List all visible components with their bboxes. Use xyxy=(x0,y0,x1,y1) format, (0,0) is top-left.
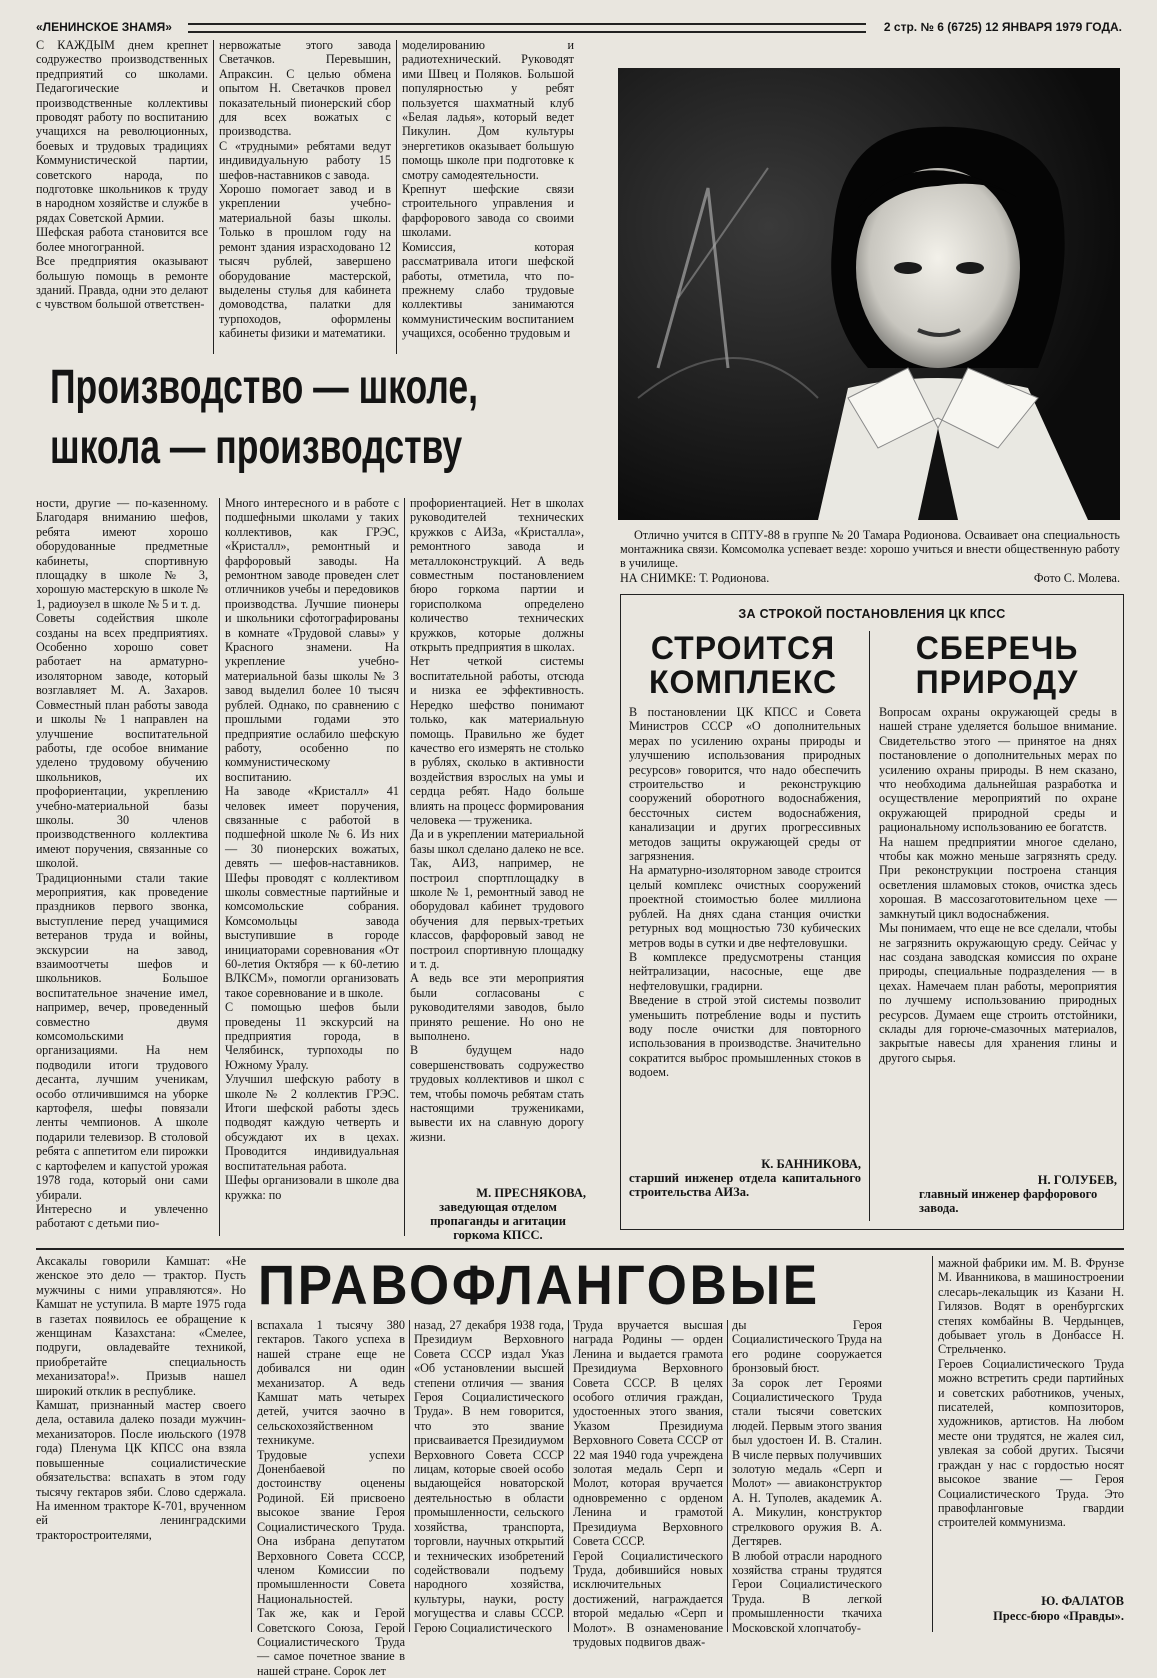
article2-col-1-text: Аксакалы говорили Камшат: «Не женское это дело — трактор. Пусть мужчины с ними управляются». Но Камшат не уступила. В марте 1975 года в газетах появилось ее обращение к женщинам Казахстана: «Смелее, подруги, овладевайте техникой, приобретайте специальность механизатора!». Призыв нашел широкий отклик в республике. Камшат, признанный мастер своего дела, оставила далеко позади мужчин-механизаторов. После июльского (1978 года) Пленума ЦК КПСС она взяла повышенные социалистические обязательства: вспахать в этом году тысячу гектаров зяби. Слово сдержала. На именном тракторе К-701, врученном ей ленинградскими тракторостроителями, xyxy=(36,1254,246,1542)
box-right-headline-line-2: ПРИРОДУ xyxy=(915,664,1079,700)
box-right-text xyxy=(879,705,1117,1171)
portrait-photo xyxy=(618,68,1120,520)
column-rule xyxy=(404,498,405,1236)
article1-top-col-2 xyxy=(219,38,391,356)
article2-col-2-text: вспахала 1 тысячу 380 гектаров. Такого успеха в нашей стране еще не добивался ни один механизатор. А ведь Камшат мать четырех детей, учится заочно в сельскохозяйственном техникуме. Трудовые успехи Доненбаевой по достоинству оценены Родиной. Ей присвоено высокое звание Героя Социалистического Труда. Она избрана депутатом Верховного Совета СССР, членом Комиссии по промышленности Совета Национальностей. Так же, как и Герой Советского Союза, Герой Социалистического Труда — самое почетное звание в нашей стране. Сорок лет xyxy=(257,1318,405,1678)
box-left-author-name: К. БАННИКОВА, xyxy=(761,1157,861,1171)
article2-col-1 xyxy=(36,1254,246,1634)
article2-col-4-text: Труда вручается высшая награда Родины — орден Ленина и выдается грамота Президиума Верховного Совета СССР. В целях особого отличия граждан, удостоенных этого звания, Указом Президиума Верховного Совета СССР от 22 мая 1940 года учреждена золотая медаль Серп и Молот, которая вручается одновременно с орденом Ленина и грамотой Президиума Верховного Совета СССР. Герой Социалистического Труда, добившийся новых исключительных достижений, награждается второй медалью «Серп и Молот». В ознаменование трудовых подвигов дваж- xyxy=(573,1318,723,1649)
article1-author xyxy=(410,1186,586,1242)
article2-col-4 xyxy=(573,1318,723,1649)
article1-bottom-col-2-text: Много интересного и в работе с подшефными школами у таких коллективов, как ГРЭС, «Кристалл», ремонтный и фарфоровый заводы. На ремонтном заводе проведен слет отличников учебы и передовиков производства. Лучшие пионеры и школьники сфотографированы в комнате «Трудовой славы» у Красного знамени. На укрепление учебно-материальной базы школы № 3 завод выделил более 10 тысяч рублей. Однако, по сравнению с прошлыми годами это предприятие ослабило шефскую работу, особенно по коммунистическому воспитанию. На заводе «Кристалл» 41 человек имеет поручения, связанные с работой в подшефной школе № 6. Из них — 30 пионерских вожатых, девять — шефов-наставников. Шефы проводят с коллективом школы совместные партийные и комсомольские собрания. Комсомольцы завода выступившие в городе инициаторами соревнования «От 60-летия Октября — к 60-летию ВЛКСМ», помогли организовать такое соревнование и в школе. С помощью шефов были проведены 11 экскурсий на предприятия города, в Челябинск, турпоходы по Южному Уралу. Улучшил шефскую работу в школе № 2 коллектив ГРЭС. Итоги шефской работы здесь подводят каждую четверть и обсуждают их в цехах. Проводится индивидуальная воспитательная работа. Шефы организовали в школе два кружка: по xyxy=(225,496,399,1202)
box-left-text xyxy=(629,705,861,1159)
article2-col-6 xyxy=(938,1256,1124,1592)
article1-headline xyxy=(40,360,580,490)
article2-col-3-text: назад, 27 декабря 1938 года, Президиум Верховного Совета СССР издал Указ «Об установлении высшей степени отличия — звания Героя Социалистического Труда». В нем говорится, что это звание присваивается Президиумом Верховного Совета СССР лицам, которые своей особо выдающейся новаторской деятельностью в области промышленности, сельского хозяйства, транспорта, торговли, научных открытий и технических изобретений содействовали подъему народного хозяйства, культуры, науки, росту могущества и славы СССР. Герою Социалистического xyxy=(414,1318,564,1635)
box-right-text-body: Вопросам охраны окружающей среды в нашей стране уделяется большое внимание. Свидетельство этого — принятое на днях постановление о дополнительных мерах по усилению охраны природы. В нем сказано, что необходима дальнейшая разработка и осуществление мероприятий по охране окружающей природной среды и рациональному использованию ее богатств. На нашем предприятии многое сделано, чтобы как можно меньше загрязнять среду. При реконструкции построена станция осветления шламовых стоков, очистка здесь хорошая. В массозаготовительном цехе — замкнутый цикл водоснабжения. Мы понимаем, что еще не все сделали, чтобы не загрязнить окружающую среду. Сейчас у нас создана заводская комиссия по охране природы, специальные подразделения — в цехах. Намечаем план работы, мероприятия по лучшему использованию природных ресурсов. Думаем еще строить отстойники, склады для горюче-смазочных материалов, закрытые навесы для хранения глины и другого сырья. xyxy=(879,705,1117,1065)
column-rule xyxy=(251,1320,252,1632)
article1-author-title: заведующая отделом пропаганды и агитации горкома КПСС. xyxy=(430,1200,566,1242)
box-divider xyxy=(869,631,870,1221)
column-rule xyxy=(409,1320,410,1632)
article2-headline xyxy=(258,1252,928,1316)
article1-top-col-2-text: нервожатые этого завода Светачков. Перевышин, Апраксин. С целью обмена опытом Н. Светачков провел показательный пионерский сбор для всех вожатых с производства. С «трудными» ребятами ведут индивидуальную работу 15 шефов-наставников с завода. Хорошо помогает завод и в укреплении учебно-материальной базы школы. Только в прошлом году на ремонт здания израсходовано 12 тысяч рублей, завершено оборудование мастерской, выделены стулья для кабинета домоводства, палатки для турпоходов, оформлены кабинеты физики и математики. xyxy=(219,38,391,341)
environment-box xyxy=(620,594,1124,1230)
article1-top-col-3 xyxy=(402,38,574,356)
box-right-author-name: Н. ГОЛУБЕВ, xyxy=(1037,1173,1117,1187)
article2-col-2 xyxy=(257,1318,405,1678)
article1-bottom-col-2 xyxy=(225,496,399,1240)
masthead xyxy=(36,18,1122,40)
article2-headline-text: ПРАВОФЛАНГОВЫЕ xyxy=(258,1253,820,1316)
box-right-author-title: главный инженер фарфорового завода. xyxy=(919,1187,1098,1215)
portrait-illustration xyxy=(618,68,1120,520)
box-left-text-body: В постановлении ЦК КПСС и Совета Министров СССР «О дополнительных мерах по усилению охраны природы и улучшению использования природных ресурсов» говорится, что надо обеспечить строительство и реконструкцию сооружений оборотного водоснабжения, бессточных систем водоснабжения, канализации и других прогрессивных методов защиты окружающей среды от загрязнения. На арматурно-изоляторном заводе строится целый комплекс очистных сооружений проектной стоимостью более миллиона рублей. На днях сдана станция очистки ретурных вод мощностью 730 кубических метров воды в сутки и две нефтеловушки. В комплексе предусмотрены станция нейтрализации, насосные, еще две нефтеловушки, градирни. Введение в строй этой системы позволит уменьшить потребление воды и пустить воду после очистки для повторного использования в производстве. Значительно сократится выброс промышленных стоков в водоем. xyxy=(629,705,861,1080)
column-rule xyxy=(396,40,397,354)
article2-col-5-text: ды Героя Социалистического Труда на его родине сооружается бронзовый бюст. За сорок лет Героями Социалистического Труда стали тысячи советских людей. Первым этого звания был удостоен И. В. Сталин. В числе первых получивших золотую медаль «Серп и Молот» — авиаконструктор А. Н. Туполев, академик А. А. Микулин, конструктор стрелкового оружия В. А. Дегтярев. В любой отрасли народного хозяйства страны трудятся Герои Социалистического Труда. В легкой промышленности ткачиха Московской хлопчатобу- xyxy=(732,1318,882,1635)
article2-col-6-text: мажной фабрики им. М. В. Фрунзе М. Иванникова, в машиностроении слесарь-лекальщик из Казани Н. Гилязов. Водят в оренбургских степях комбайны В. Чердынцев, добывает уголь в Донбассе Н. Стрельченко. Героев Социалистического Труда можно встретить среди партийных и советских работников, ученых, писателей, композиторов, художников, артистов. На любом месте они трудятся, не жалея сил, увлекая за собой других. Тысячи граждан у нас с гордостью носят высокое звание — Героя Социалистического Труда. Это правофланговые гвардии строителей коммунизма. xyxy=(938,1256,1124,1530)
photo-credit: Фото С. Молева. xyxy=(1033,570,1120,585)
box-right-author xyxy=(879,1173,1117,1215)
environment-box-kicker: ЗА СТРОКОЙ ПОСТАНОВЛЕНИЯ ЦК КПСС xyxy=(738,607,1006,621)
masthead-issue: 2 стр. № 6 (6725) 12 ЯНВАРЯ 1979 ГОДА. xyxy=(883,20,1122,34)
article1-bottom-col-3-text: профориентацией. Нет в школах руководителей технических кружков с АИЗа, «Кристалла», ремонтного завода и металлоконструкций. А ведь совместным постановлением бюро горкома партии и горисполкома определено количество технических кружков, которые должны открыть предприятия в школах. Нет четкой системы воспитательной работы, отсюда и низка ее эффективность. Нередко шефство понимают только, как материальную помощь. Правильно же будет качество его измерять не столько в рублях, сколько в активности воздействия взрослых на умы и сердца ребят. Надо больше влиять на процесс формирования человека — труженика. Да и в укреплении материальной базы школ сделано далеко не все. Так, АИЗ, например, не построил спортплощадку в школе № 1, ремонтный завод не оборудовал кабинет трудового обучения для первых-третьих классов, фарфоровый завод не построил спортивную площадку и т. д. А ведь все эти мероприятия были согласованы с руководителями заводов, было принято решение. Но оно не выполнено. В будущем надо совершенствовать содружество трудовых коллективов и школ с тем, чтобы помочь ребятам стать настоящими тружениками, вывести их на славную дорогу жизни. xyxy=(410,496,584,1144)
masthead-paper-name: «ЛЕНИНСКОЕ ЗНАМЯ» xyxy=(36,20,172,34)
column-rule xyxy=(932,1256,933,1632)
article1-bottom-col-1 xyxy=(36,496,208,1240)
article1-top-col-3-text: моделированию и радиотехнический. Руководят ими Швец и Поляков. Большой популярностью у ребят пользуется шахматный клуб «Белая ладья», который ведет Пикулин. Дом культуры энергетиков оказывает большую помощь школе при подготовке к смотру самодеятельности. Крепнут шефские связи строительного управления и фарфорового завода со своими школами. Комиссия, которая рассматривала итоги шефской работы, отметила, что по-прежнему слабо трудовые коллективы занимаются коммунистическим воспитанием учащихся, особенно трудовым и xyxy=(402,38,574,341)
article1-author-name: М. ПРЕСНЯКОВА, xyxy=(476,1186,586,1200)
article1-top-col-1 xyxy=(36,38,208,356)
article2-author xyxy=(938,1594,1124,1624)
box-left-headline-line-2: КОМПЛЕКС xyxy=(648,664,838,700)
photo-on-photo-label: НА СНИМКЕ: Т. Родионова. xyxy=(620,570,770,585)
photo-caption-footer xyxy=(620,571,1120,585)
article2-col-3 xyxy=(414,1318,564,1636)
column-rule xyxy=(219,498,220,1236)
article1-top-col-1-text: С КАЖДЫМ днем крепнет содружество производственных предприятий со школами. Педагогические и производственные коллективы проводят работу по воспитанию учащихся на революционных, боевых и трудовых традициях Коммунистической партии, советского народа, по подготовке школьников к труду в народном хозяйстве и службе в рядах Советской Армии. Шефская работа становится все более многогранной. Все предприятия оказывают большую помощь в ремонте зданий. Правда, одни это делают с чувством большой ответствен- xyxy=(36,38,208,312)
article2-author-name: Ю. ФАЛАТОВ xyxy=(1041,1594,1124,1608)
article1-headline-line-1: Производство — школе, xyxy=(50,361,479,414)
article2-author-org: Пресс-бюро «Правды». xyxy=(993,1609,1124,1623)
column-rule xyxy=(727,1320,728,1632)
box-left-author xyxy=(629,1157,861,1199)
article1-bottom-col-1-text: ности, другие — по-казенному. Благодаря вниманию шефов, ребята имеют хорошо оборудованные предметные кабинеты, спортивную площадку в школе № 3, хорошую мастерскую в школе № 1, радиоузел в школе № 5 и т. д. Советы содействия школе созданы на всех предприятиях. Особенно хорошо совет работает на арматурно-изоляторном заводе, который возглавляет М. А. Захаров. Совместный план работы завода и школы № 1 направлен на улучшение воспитательной работы, где особое внимание уделено трудовому обучению школьников, их профориентации, укреплению учебно-материальной базы школы. 30 членов производственного коллектива имеют поручения, связанные со школой. Традиционными стали такие мероприятия, как проведение праздников первого звонка, выступление перед учащимися ветеранов труда и войны, экскурсии на завод, взаимоотчеты шефов и школьников. Большое воспитательное значение имел, например, вечер, проведенный совместно двумя комсомольскими организациями. На нем подводили итоги трудового десанта, лучшим ученикам, особо отличившимся на уборке картофеля, шефы повязали ленты чемпионов. А школе подарили телевизор. В столовой ребята с аппетитом ели пирожки с картофелем и капустой урожая 1978 года, который они сами убирали. Интересно и увлеченно работают с детьми пио- xyxy=(36,496,208,1231)
article2-col-5 xyxy=(732,1318,882,1636)
article1-headline-line-2: школа — производству xyxy=(50,421,463,474)
box-left-headline-line-1: СТРОИТСЯ xyxy=(650,630,836,666)
box-left-author-title: старший инженер отдела капитального строительства АИЗа. xyxy=(629,1171,861,1199)
box-right-headline xyxy=(877,631,1117,699)
photo-caption-text: Отлично учится в СПТУ-88 в группе № 20 Тамара Родионова. Осваивает она специальность монтажника связи. Комсомолка успевает везде: хорошо учиться и внести общественную работу в училище. xyxy=(620,528,1120,571)
column-rule xyxy=(213,40,214,354)
box-left-headline xyxy=(627,631,859,699)
masthead-rule xyxy=(188,23,866,33)
section-divider xyxy=(36,1248,1124,1250)
box-right-headline-line-1: СБЕРЕЧЬ xyxy=(915,630,1079,666)
photo-caption xyxy=(620,528,1120,585)
column-rule xyxy=(568,1320,569,1632)
article1-bottom-col-3 xyxy=(410,496,584,1186)
